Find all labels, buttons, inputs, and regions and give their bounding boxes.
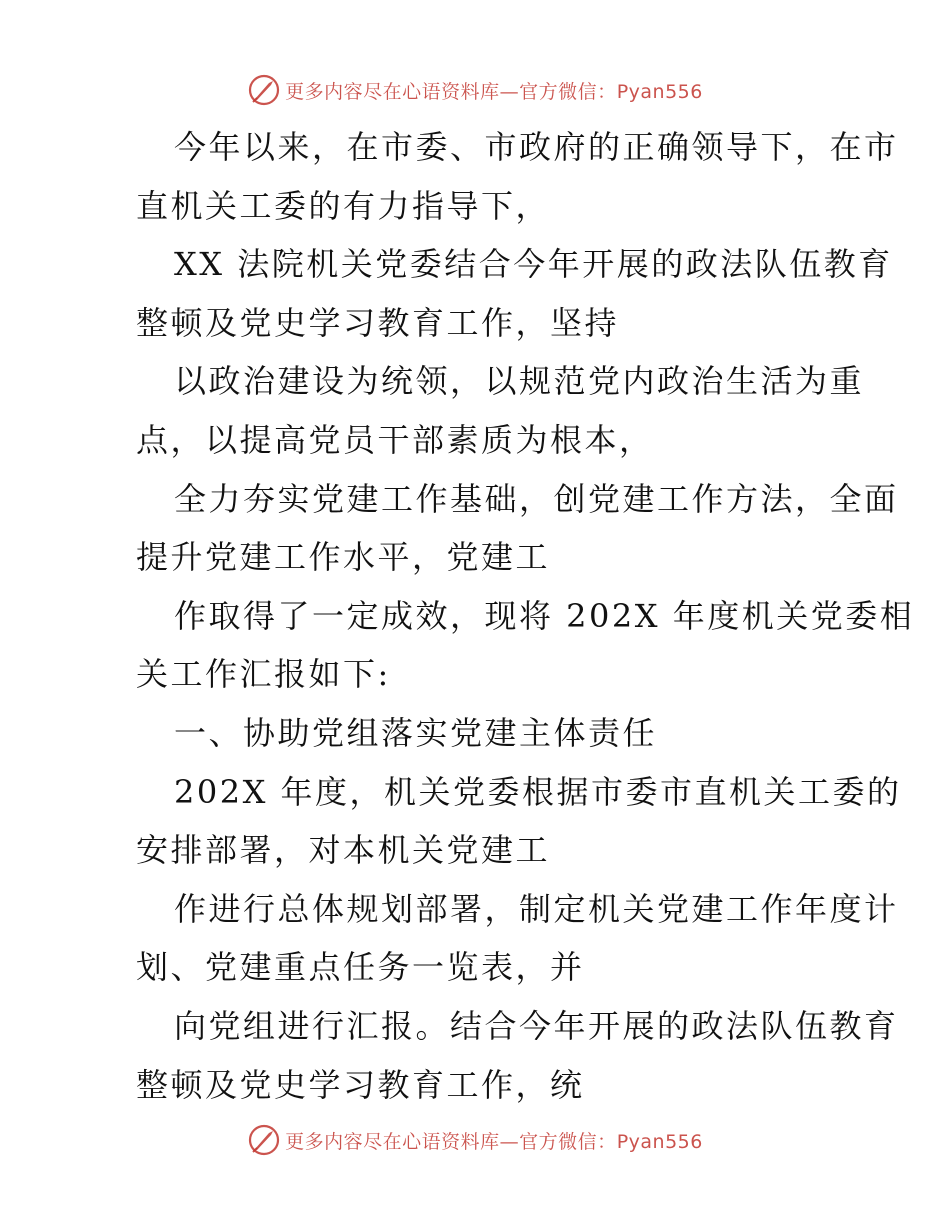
- text-line: 关工作汇报如下:: [136, 655, 391, 694]
- text-line: 安排部署，对本机关党建工: [136, 831, 551, 870]
- watermark-site: 更多内容尽在心语资料库: [285, 1130, 500, 1153]
- watermark-dash: —: [499, 1130, 520, 1153]
- text-line: 点，以提高党员干部素质为根本，: [136, 420, 654, 459]
- text-line: 202X 年度，机关党委根据市委市直机关工委的: [174, 772, 902, 811]
- text-line: XX 法院机关党委结合今年开展的政法队伍教育: [174, 245, 893, 284]
- watermark-wechat-id: Pyan556: [616, 1130, 703, 1153]
- document-body: [98, 118, 915, 1114]
- text-line: 向党组进行汇报。结合今年开展的政法队伍教育: [174, 1006, 899, 1045]
- paragraph: [98, 118, 915, 1114]
- watermark-text: [285, 1127, 703, 1154]
- text-line: 提升党建工作水平，党建工: [136, 538, 551, 577]
- watermark-text: [285, 77, 703, 104]
- watermark-footer: [0, 1122, 950, 1158]
- text-line: 划、党建重点任务一览表，并: [136, 948, 585, 987]
- text-line: 作进行总体规划部署，制定机关党建工作年度计: [174, 889, 899, 928]
- text-line: 作取得了一定成效，现将 202X 年度机关党委相: [174, 596, 915, 635]
- quill-pen-circle-icon: [247, 1123, 281, 1157]
- watermark-official: 官方微信：: [519, 80, 617, 103]
- watermark-header: [0, 72, 950, 108]
- text-line: 直机关工委的有力指导下，: [136, 186, 551, 225]
- section-heading: 一、协助党组落实党建主体责任: [174, 713, 658, 752]
- watermark-official: 官方微信：: [519, 1130, 617, 1153]
- text-line: 以政治建设为统领，以规范党内政治生活为重: [174, 362, 865, 401]
- text-line: 今年以来，在市委、市政府的正确领导下，在市: [174, 128, 899, 166]
- text-line: 整顿及党史学习教育工作，统: [136, 1065, 585, 1104]
- watermark-dash: —: [499, 80, 520, 103]
- quill-pen-circle-icon: [247, 73, 281, 107]
- watermark-wechat-id: Pyan556: [616, 80, 703, 103]
- text-line: 整顿及党史学习教育工作，坚持: [136, 303, 620, 342]
- watermark-site: 更多内容尽在心语资料库: [285, 80, 500, 103]
- text-line: 全力夯实党建工作基础，创党建工作方法，全面: [174, 479, 899, 518]
